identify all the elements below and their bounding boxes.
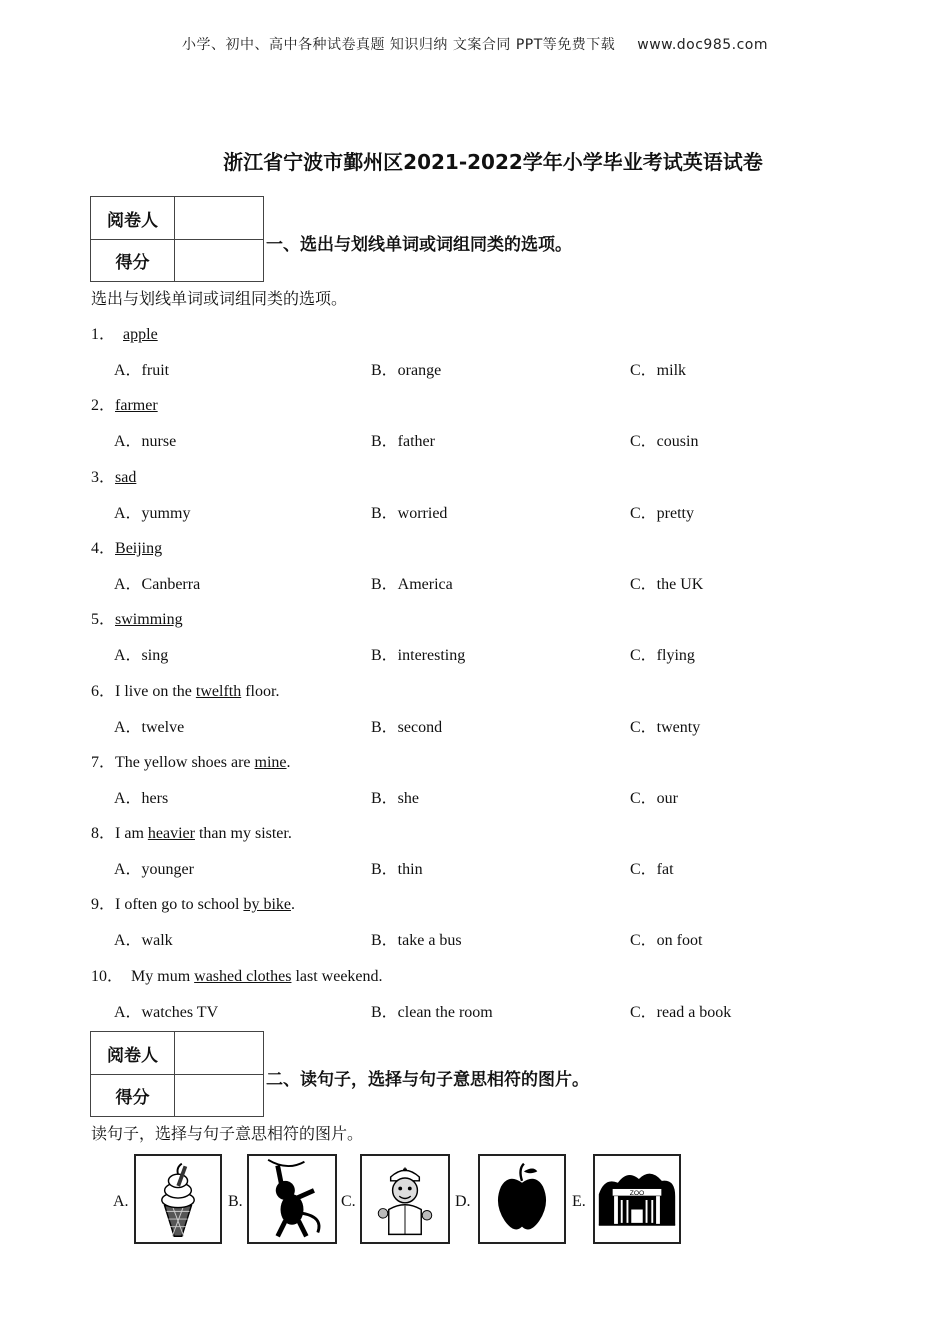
question-number: 2． <box>91 397 116 414</box>
question-text-post: than my sister. <box>194 825 292 842</box>
question-4-option-b[interactable]: B．America <box>371 576 453 593</box>
question-9 <box>91 891 295 914</box>
question-4-option-a[interactable]: A．Canberra <box>114 576 201 593</box>
question-number: 8． <box>91 825 116 842</box>
question-7-option-a[interactable]: A．hers <box>114 790 169 807</box>
zoo-sign-text: ZOO <box>629 1190 645 1198</box>
exam-title: 浙江省宁波市鄞州区2021-2022学年小学毕业考试英语试卷 <box>223 150 763 174</box>
question-6 <box>91 678 279 701</box>
page-header <box>0 34 950 54</box>
underlined-word: heavier <box>147 825 195 842</box>
question-text-pre: My mum <box>131 968 195 985</box>
section1-heading: 一、选出与划线单词或词组同类的选项。 <box>266 235 572 255</box>
reviewer-label: 阅卷人 <box>91 197 175 240</box>
section1-instruction: 选出与划线单词或词组同类的选项。 <box>91 291 348 308</box>
score-box-1 <box>90 196 264 282</box>
picture-label-e: E. <box>572 1193 586 1210</box>
question-2-option-c[interactable]: C．cousin <box>630 433 699 450</box>
score-box-2 <box>90 1031 264 1117</box>
question-4-option-c[interactable]: C．the UK <box>630 576 704 593</box>
question-9-option-c[interactable]: C．on foot <box>630 932 703 949</box>
question-9-option-a[interactable]: A．walk <box>114 932 173 949</box>
picture-label-c: C. <box>341 1193 356 1210</box>
reviewer-label: 阅卷人 <box>91 1032 175 1075</box>
underlined-word: swimming <box>115 611 183 628</box>
underlined-word: apple <box>123 326 158 343</box>
underlined-word: twelfth <box>195 683 242 700</box>
question-2-option-b[interactable]: B．father <box>371 433 435 450</box>
question-text-pre: I am <box>115 825 148 842</box>
reviewer-field <box>175 197 263 240</box>
question-text-pre: The yellow shoes are <box>115 754 255 771</box>
question-number: 9． <box>91 896 116 913</box>
underlined-word: washed clothes <box>194 968 292 985</box>
underlined-word: sad <box>115 469 137 486</box>
picture-label-a: A. <box>113 1193 129 1210</box>
question-10-option-b[interactable]: B．clean the room <box>371 1004 493 1021</box>
question-text-post: . <box>290 896 295 913</box>
question-3-option-b[interactable]: B．worried <box>371 505 448 522</box>
question-3 <box>91 464 136 487</box>
score-field <box>175 240 263 281</box>
question-6-option-a[interactable]: A．twelve <box>114 719 185 736</box>
reviewer-field <box>175 1032 263 1075</box>
question-2 <box>91 392 158 415</box>
question-5 <box>91 606 183 629</box>
apple-picture <box>478 1154 566 1244</box>
header-site: www.doc985.com <box>637 37 769 53</box>
ice-cream-icon <box>136 1156 220 1242</box>
question-number: 10． <box>91 968 124 985</box>
question-3-option-c[interactable]: C．pretty <box>630 505 694 522</box>
question-7 <box>91 749 291 772</box>
score-label: 得分 <box>91 240 175 281</box>
question-10 <box>91 963 383 986</box>
question-6-option-b[interactable]: B．second <box>371 719 443 736</box>
question-6-option-c[interactable]: C．twenty <box>630 719 701 736</box>
doctor-picture <box>360 1154 450 1244</box>
zoo-picture <box>593 1154 681 1244</box>
picture-label-b: B. <box>228 1193 243 1210</box>
question-4 <box>91 535 162 558</box>
section2-instruction: 读句子，选择与句子意思相符的图片。 <box>91 1126 364 1143</box>
section2-heading: 二、读句子，选择与句子意思相符的图片。 <box>266 1070 589 1090</box>
monkey-picture <box>247 1154 337 1244</box>
header-text: 小学、初中、高中各种试卷真题 知识归纳 文案合同 PPT等免费下载 <box>181 37 616 53</box>
question-8 <box>91 820 292 843</box>
score-label: 得分 <box>91 1075 175 1116</box>
question-10-option-a[interactable]: A．watches TV <box>114 1004 219 1021</box>
question-text-pre: I live on the <box>115 683 196 700</box>
question-8-option-b[interactable]: B．thin <box>371 861 423 878</box>
underlined-word: by bike <box>243 896 291 913</box>
underlined-word: farmer <box>115 397 158 414</box>
question-number: 5． <box>91 611 116 628</box>
question-text-pre: I often go to school <box>115 896 244 913</box>
monkey-icon <box>249 1156 335 1242</box>
question-1-option-a[interactable]: A．fruit <box>114 362 170 379</box>
underlined-word: Beijing <box>115 540 163 557</box>
question-text-post: floor. <box>241 683 280 700</box>
question-3-option-a[interactable]: A．yummy <box>114 505 191 522</box>
question-1 <box>91 321 158 344</box>
question-text-post: last weekend. <box>291 968 383 985</box>
question-8-option-c[interactable]: C．fat <box>630 861 674 878</box>
score-field <box>175 1075 263 1116</box>
question-10-option-c[interactable]: C．read a book <box>630 1004 732 1021</box>
question-1-option-b[interactable]: B．orange <box>371 362 442 379</box>
question-9-option-b[interactable]: B．take a bus <box>371 932 462 949</box>
question-number: 6． <box>91 683 116 700</box>
question-8-option-a[interactable]: A．younger <box>114 861 194 878</box>
question-7-option-b[interactable]: B．she <box>371 790 420 807</box>
doctor-icon <box>362 1156 448 1242</box>
question-number: 1． <box>91 326 116 343</box>
question-number: 3． <box>91 469 116 486</box>
question-5-option-a[interactable]: A．sing <box>114 647 169 664</box>
question-5-option-b[interactable]: B．interesting <box>371 647 466 664</box>
apple-icon <box>480 1156 564 1242</box>
question-2-option-a[interactable]: A．nurse <box>114 433 177 450</box>
picture-label-d: D. <box>455 1193 471 1210</box>
ice-cream-picture <box>134 1154 222 1244</box>
question-5-option-c[interactable]: C．flying <box>630 647 695 664</box>
question-number: 7． <box>91 754 116 771</box>
question-7-option-c[interactable]: C．our <box>630 790 679 807</box>
question-number: 4． <box>91 540 116 557</box>
zoo-gate-icon <box>595 1156 679 1242</box>
question-text-post: . <box>286 754 291 771</box>
underlined-word: mine <box>254 754 287 771</box>
question-1-option-c[interactable]: C．milk <box>630 362 687 379</box>
